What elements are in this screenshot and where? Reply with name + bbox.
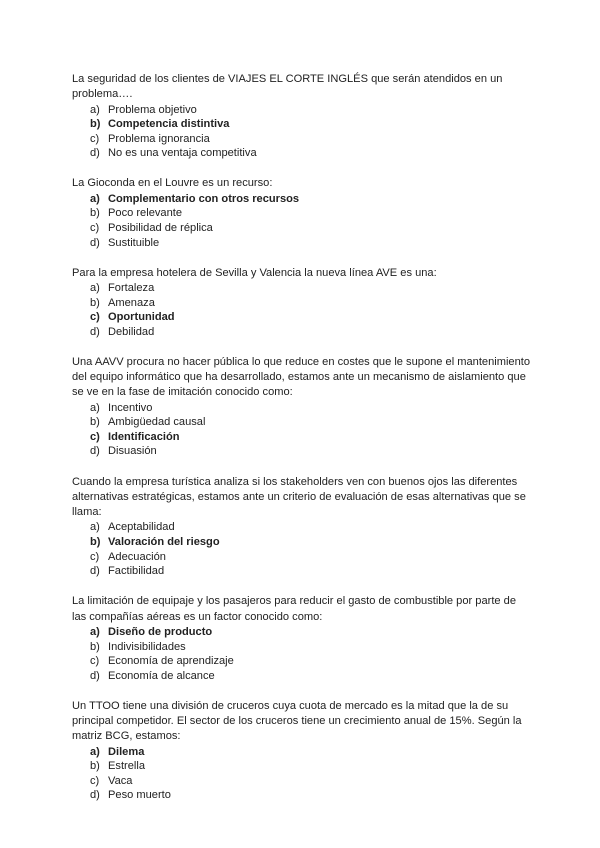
question-text: La Gioconda en el Louvre es un recurso: <box>72 177 273 190</box>
option-a-correct <box>90 745 532 760</box>
option-letter: c) <box>90 221 100 234</box>
option-a <box>90 103 532 118</box>
option-b <box>90 640 532 655</box>
option-letter: a) <box>90 745 100 758</box>
option-letter: b) <box>90 296 100 309</box>
question-text: Para la empresa hotelera de Sevilla y Valencia la nueva línea AVE es una: <box>72 266 437 279</box>
option-text: Complementario con otros recursos <box>108 192 300 205</box>
option-text: Ambigüedad causal <box>108 416 206 429</box>
option-b-correct <box>90 535 532 550</box>
option-letter: b) <box>90 640 100 653</box>
option-text: Economía de aprendizaje <box>108 655 234 668</box>
option-c <box>90 221 532 236</box>
question-text: Una AAVV procura no hacer pública lo que reduce en costes que le supone el mantenimiento del equipo informático que ha desarrollado, estamos ante un mecanismo de aislamiento que se ve en la fase de imitación conocido como: <box>72 355 531 399</box>
option-c <box>90 774 532 789</box>
option-text: Diseño de producto <box>108 625 213 638</box>
options-list <box>72 192 532 250</box>
option-b <box>90 415 532 430</box>
option-letter: b) <box>90 207 100 220</box>
option-letter: b) <box>90 536 101 549</box>
option-text: Vaca <box>108 774 133 787</box>
option-text: Poco relevante <box>108 207 183 220</box>
option-text: Debilidad <box>108 325 155 338</box>
option-c-correct <box>90 430 532 445</box>
option-b <box>90 206 532 221</box>
question-text: La limitación de equipaje y los pasajeros para reducir el gasto de combustible por parte de las compañías aéreas es un factor conocido como: <box>72 595 517 623</box>
option-d <box>90 325 532 340</box>
option-text: Problema ignorancia <box>108 132 210 145</box>
option-text: Disuasión <box>108 445 157 458</box>
option-text: Indivisibilidades <box>108 640 186 653</box>
options-list <box>72 745 532 803</box>
question-text: La seguridad de los clientes de VIAJES EL CORTE INGLÉS que serán atendidos en un problema…. <box>72 73 503 101</box>
option-text: Amenaza <box>108 296 155 309</box>
option-text: Factibilidad <box>108 565 165 578</box>
option-a <box>90 281 532 296</box>
question-7 <box>72 699 532 803</box>
options-list <box>72 401 532 459</box>
option-text: Aceptabilidad <box>108 521 175 534</box>
option-text: Adecuación <box>108 550 166 563</box>
option-letter: a) <box>90 103 100 116</box>
option-letter: b) <box>90 760 100 773</box>
question-text: Un TTOO tiene una división de cruceros cuya cuota de mercado es la mitad que la de su principal competidor. El sector de los cruceros tiene un crecimiento anual de 15%. Según la matriz BCG, estamos: <box>72 699 522 743</box>
option-text: Problema objetivo <box>108 103 197 116</box>
option-letter: a) <box>90 625 100 638</box>
question-5 <box>72 475 532 579</box>
option-b <box>90 759 532 774</box>
option-d <box>90 236 532 251</box>
option-a <box>90 401 532 416</box>
question-6 <box>72 594 532 683</box>
option-letter: c) <box>90 550 100 563</box>
option-letter: d) <box>90 325 100 338</box>
option-c <box>90 654 532 669</box>
option-letter: c) <box>90 430 100 443</box>
option-text: Posibilidad de réplica <box>108 221 213 234</box>
option-text: Sustituible <box>108 236 160 249</box>
option-text: Economía de alcance <box>108 669 215 682</box>
question-2 <box>72 176 532 250</box>
option-letter: c) <box>90 132 100 145</box>
option-a-correct <box>90 192 532 207</box>
option-letter: c) <box>90 311 100 324</box>
option-text: No es una ventaja competitiva <box>108 147 257 160</box>
option-a-correct <box>90 625 532 640</box>
option-d <box>90 564 532 579</box>
option-c-correct <box>90 310 532 325</box>
option-d <box>90 669 532 684</box>
option-d <box>90 444 532 459</box>
options-list <box>72 103 532 161</box>
option-letter: b) <box>90 416 100 429</box>
option-d <box>90 788 532 803</box>
option-letter: d) <box>90 236 100 249</box>
options-list <box>72 281 532 339</box>
question-4 <box>72 355 532 459</box>
option-letter: c) <box>90 655 100 668</box>
option-letter: d) <box>90 669 100 682</box>
option-c <box>90 132 532 147</box>
question-3 <box>72 266 532 340</box>
option-letter: a) <box>90 192 100 205</box>
option-text: Identificación <box>108 430 180 443</box>
option-letter: c) <box>90 774 100 787</box>
question-text: Cuando la empresa turística analiza si los stakeholders ven con buenos ojos las diferentes alternativas estratégicas, estamos ante un criterio de evaluación de esas alternativas que se llama: <box>72 475 526 519</box>
document-page <box>72 72 532 819</box>
option-text: Estrella <box>108 760 145 773</box>
option-letter: a) <box>90 401 100 414</box>
option-letter: d) <box>90 789 100 802</box>
option-b-correct <box>90 117 532 132</box>
option-d <box>90 146 532 161</box>
option-letter: d) <box>90 565 100 578</box>
options-list <box>72 625 532 683</box>
option-text: Fortaleza <box>108 281 155 294</box>
option-text: Oportunidad <box>108 311 175 324</box>
option-text: Peso muerto <box>108 789 171 802</box>
options-list <box>72 520 532 578</box>
option-b <box>90 296 532 311</box>
option-letter: d) <box>90 147 100 160</box>
option-letter: a) <box>90 281 100 294</box>
option-c <box>90 550 532 565</box>
option-letter: d) <box>90 445 100 458</box>
option-text: Valoración del riesgo <box>108 536 220 549</box>
option-text: Dilema <box>108 745 145 758</box>
question-1 <box>72 72 532 161</box>
option-text: Incentivo <box>108 401 153 414</box>
option-text: Competencia distintiva <box>108 118 230 131</box>
option-letter: a) <box>90 521 100 534</box>
option-letter: b) <box>90 118 101 131</box>
option-a <box>90 520 532 535</box>
